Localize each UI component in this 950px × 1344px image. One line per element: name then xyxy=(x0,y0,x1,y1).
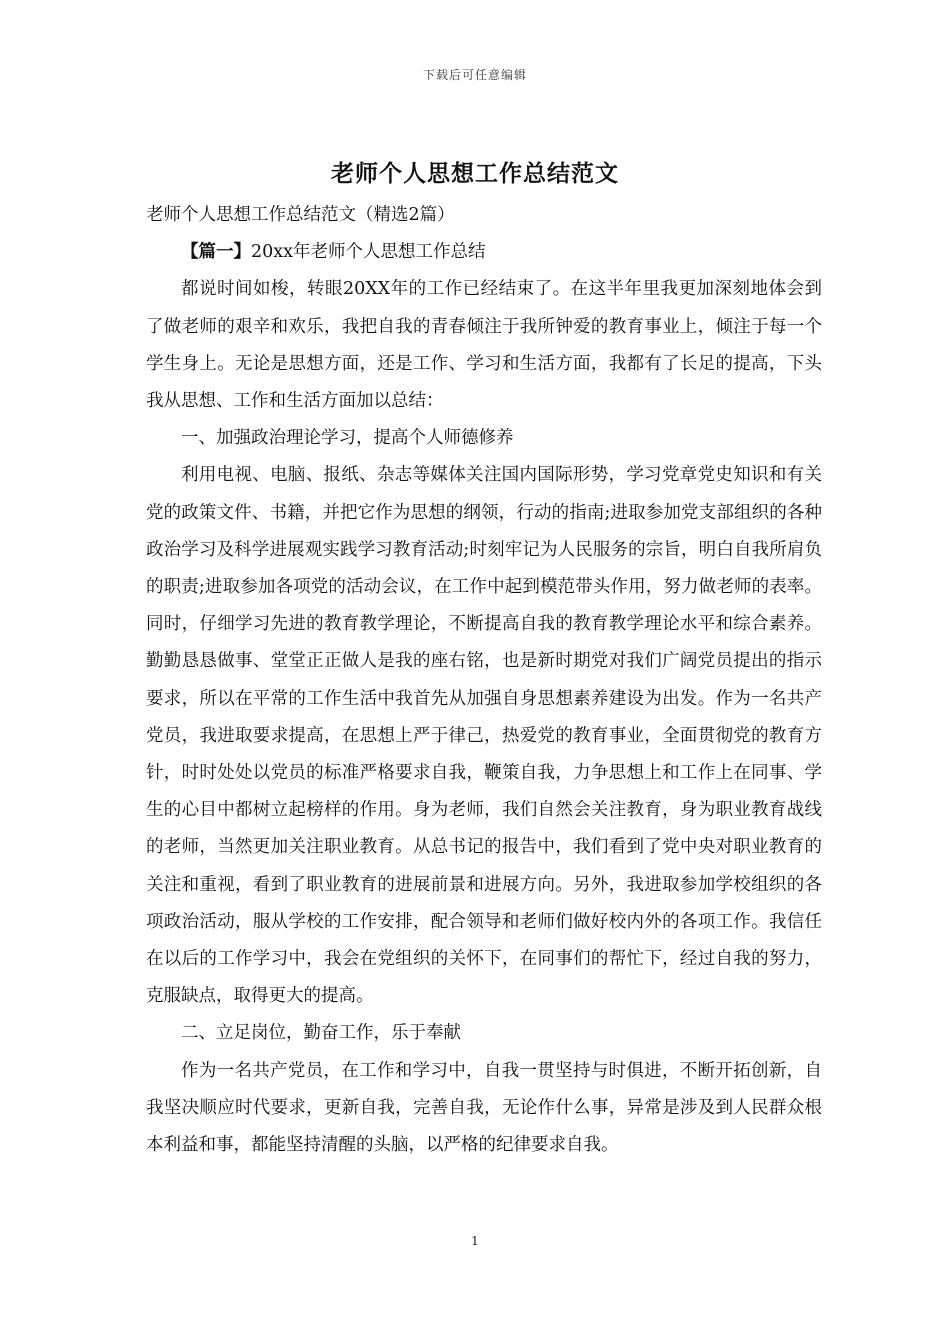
body-paragraph: 都说时间如梭，转眼20XX年的工作已经结束了。在这半年里我更加深刻地体会到了做老师的艰辛和欢乐，我把自我的青春倾注于我所钟爱的教育事业上，倾注于每一个学生身上。无论是思想方面，还是工作、学习和生活方面，我都有了长足的提高，下头我从思想、工作和生活方面加以总结： xyxy=(146,279,822,412)
section-bracket: 【篇一】 xyxy=(181,242,251,263)
page-number: 1 xyxy=(471,1234,479,1248)
page-header-note: 下载后可任意编辑 xyxy=(422,68,527,82)
body-paragraph: 作为一名共产党员，在工作和学习中，自我一贯坚持与时俱进，不断开拓创新，自我坚决顺应时代要求，更新自我，完善自我，无论作什么事，异常是涉及到人民群众根本利益和事，都能坚持清醒的头脑，以严格的纪律要求自我。 xyxy=(146,1060,822,1156)
subheading: 二、立足岗位，勤奋工作，乐于奉献 xyxy=(181,1023,461,1044)
body-paragraph: 利用电视、电脑、报纸、杂志等媒体关注国内国际形势，学习党章党史知识和有关党的政策文件、书籍，并把它作为思想的纲领，行动的指南;进取参加党支部组织的各种政治学习及科学进展观实践学习教育活动;时刻牢记为人民服务的宗旨，明白自我所肩负的职责;进取参加各项党的活动会议，在工作中起到模范带头作用，努力做老师的表率。同时，仔细学习先进的教育教学理论，不断提高自我的教育教学理论水平和综合素养。勤勤恳恳做事、堂堂正正做人是我的座右铭，也是新时期党对我们广阔党员提出的指示要求，所以在平常的工作生活中我首先从加强自身思想素养建设为出发。作为一名共产党员，我进取要求提高，在思想上严于律己，热爱党的教育事业，全面贯彻党的教育方针，时时处处以党员的标准严格要求自我，鞭策自我，力争思想上和工作上在同事、学生的心目中都树立起榜样的作用。身为老师，我们自然会关注教育，身为职业教育战线的老师，当然更加关注职业教育。从总书记的报告中，我们看到了党中央对职业教育的关注和重视，看到了职业教育的进展前景和进展方向。另外，我进取参加学校组织的各项政治活动，服从学校的工作安排，配合领导和老师们做好校内外的各项工作。我信任在以后的工作学习中，我会在党组织的关怀下，在同事们的帮忙下，经过自我的努力，克服缺点，取得更大的提高。 xyxy=(146,465,822,1007)
document-subtitle: 老师个人思想工作总结范文（精选2篇） xyxy=(146,205,455,225)
subheading: 一、加强政治理论学习，提高个人师德修养 xyxy=(181,428,514,449)
section-heading xyxy=(146,234,822,271)
document-body xyxy=(146,197,822,1164)
section-title: 20xx年老师个人思想工作总结 xyxy=(251,242,486,263)
document-title: 老师个人思想工作总结范文 xyxy=(331,160,619,187)
